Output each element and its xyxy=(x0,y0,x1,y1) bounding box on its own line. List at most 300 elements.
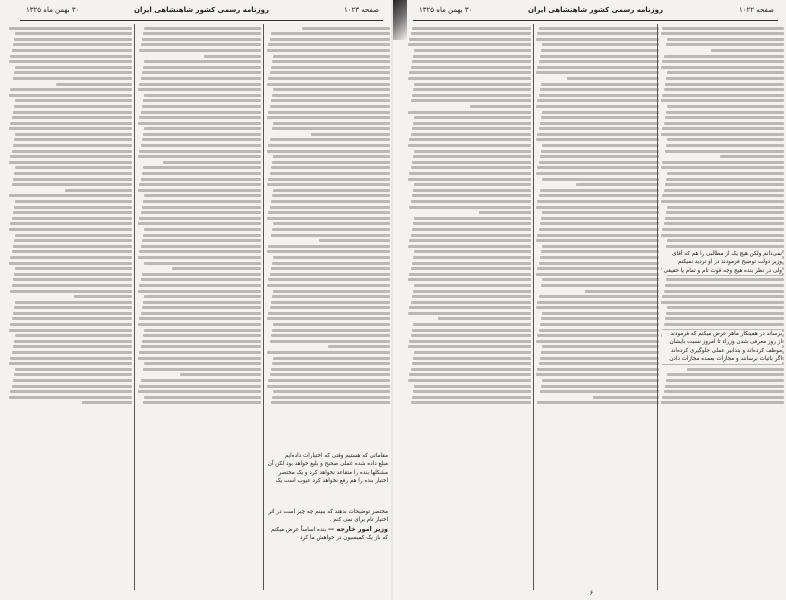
text-line-placeholder xyxy=(138,323,261,326)
text-line-placeholder xyxy=(311,133,390,136)
text-line: اختیار تام برای نمی کنم . xyxy=(329,517,388,524)
text-line-placeholder xyxy=(271,334,390,337)
text-line-placeholder xyxy=(267,150,390,153)
text-line-placeholder xyxy=(9,262,132,265)
text-line-placeholder xyxy=(536,239,659,242)
text-line-placeholder xyxy=(666,379,784,382)
text-line-placeholder xyxy=(268,379,390,382)
text-column xyxy=(8,24,132,590)
text-line-placeholder xyxy=(541,250,659,253)
text-line-placeholder xyxy=(141,245,261,248)
text-line-placeholder xyxy=(541,351,659,354)
text-line-placeholder xyxy=(666,43,784,46)
text-line-placeholder xyxy=(143,368,261,371)
text-line-placeholder xyxy=(268,77,390,80)
page-number: صفحه ۱۰۲۲ xyxy=(738,6,774,14)
text-line-placeholder xyxy=(267,284,390,287)
text-line-placeholder xyxy=(139,317,261,320)
text-line-placeholder xyxy=(541,317,659,320)
text-line-placeholder xyxy=(593,396,659,399)
text-line-placeholder xyxy=(15,166,132,169)
text-line-placeholder xyxy=(667,138,784,141)
text-line-placeholder xyxy=(273,323,390,326)
text-line-placeholder xyxy=(687,368,784,371)
article-paragraph xyxy=(662,330,782,364)
text-line-placeholder xyxy=(144,396,261,399)
text-line-placeholder xyxy=(539,60,659,63)
text-line-placeholder xyxy=(662,60,784,63)
text-line-placeholder xyxy=(141,77,261,80)
text-line-placeholder xyxy=(14,172,132,175)
text-line-placeholder xyxy=(270,306,390,309)
text-line-placeholder xyxy=(542,312,659,315)
text-line-placeholder xyxy=(142,306,261,309)
text-line-placeholder xyxy=(411,234,531,237)
text-line-placeholder xyxy=(141,43,261,46)
text-line-placeholder xyxy=(540,155,659,158)
text-line-placeholder xyxy=(661,166,784,169)
text-line-placeholder xyxy=(539,27,659,30)
text-line-placeholder xyxy=(9,161,132,164)
text-line-placeholder xyxy=(272,295,390,298)
text-line-placeholder xyxy=(542,278,659,281)
text-line: ولی در نظر بنده هیچ وجه قوت تام و تمام یا حقیقی xyxy=(663,267,782,274)
text-line-placeholder xyxy=(12,317,132,320)
text-line: مختصر توضیحات بدهند که ببینم چه چیز است در اثر xyxy=(268,509,388,515)
text-line-placeholder xyxy=(540,323,659,326)
text-line-placeholder xyxy=(15,234,132,237)
text-line-placeholder xyxy=(408,111,531,114)
text-line-placeholder xyxy=(413,357,531,360)
text-line-placeholder xyxy=(13,245,132,248)
column-divider xyxy=(134,24,135,590)
text-line-placeholder xyxy=(413,155,531,158)
text-line-placeholder xyxy=(82,401,132,404)
text-line-placeholder xyxy=(142,206,261,209)
text-line-placeholder xyxy=(143,66,261,69)
text-line-placeholder xyxy=(267,83,390,86)
text-line-placeholder xyxy=(13,379,132,382)
text-line-placeholder xyxy=(412,295,531,298)
text-line-placeholder xyxy=(661,234,784,237)
text-line-placeholder xyxy=(142,138,261,141)
text-line: بنده اساساً عرض میکنم xyxy=(270,526,327,533)
text-line-placeholder xyxy=(139,116,261,119)
text-line-placeholder xyxy=(411,32,531,35)
text-line: مقاماتی که هستیم وقتی که اختیارات داده‌ایم xyxy=(284,453,388,459)
text-line-placeholder xyxy=(408,245,531,248)
text-line-placeholder xyxy=(412,329,531,332)
text-line-placeholder xyxy=(273,88,390,91)
text-line-placeholder xyxy=(539,262,659,265)
text-line-placeholder xyxy=(576,183,659,186)
text-line-placeholder xyxy=(540,256,659,259)
text-line-placeholder xyxy=(138,88,261,91)
text-line-placeholder xyxy=(65,189,132,192)
text-line-placeholder xyxy=(13,111,132,114)
text-line-placeholder xyxy=(273,222,390,225)
text-line-placeholder xyxy=(141,211,261,214)
text-line-placeholder xyxy=(664,290,784,293)
text-line-placeholder xyxy=(536,306,659,309)
text-line-placeholder xyxy=(411,401,531,404)
text-line-placeholder xyxy=(667,373,784,376)
text-line-placeholder xyxy=(539,329,659,332)
text-line-placeholder xyxy=(411,66,531,69)
text-line-placeholder xyxy=(536,172,659,175)
text-line-placeholder xyxy=(539,228,659,231)
text-line-placeholder xyxy=(14,273,132,276)
text-line-placeholder xyxy=(666,312,784,315)
text-line-placeholder xyxy=(15,32,132,35)
text-line-placeholder xyxy=(667,105,784,108)
text-line-placeholder xyxy=(319,239,390,242)
text-line-placeholder xyxy=(665,317,784,320)
text-line-placeholder xyxy=(414,250,531,253)
text-line-placeholder xyxy=(664,189,784,192)
text-line-placeholder xyxy=(537,32,659,35)
text-line-placeholder xyxy=(408,77,531,80)
text-line-placeholder xyxy=(144,60,261,63)
text-line-placeholder xyxy=(540,189,659,192)
text-line-placeholder xyxy=(139,385,261,388)
text-line-placeholder xyxy=(271,267,390,270)
text-line-placeholder xyxy=(414,49,531,52)
text-line-placeholder xyxy=(141,178,261,181)
text-line-placeholder xyxy=(271,368,390,371)
text-line-placeholder xyxy=(665,217,784,220)
text-line-placeholder xyxy=(10,222,132,225)
text-line: اگر باتیات برسانند و مجازات بعمده مجازات دادن xyxy=(669,356,782,363)
text-line-placeholder xyxy=(270,273,390,276)
text-line-placeholder xyxy=(665,83,784,86)
text-line: نمی‌دانم ولکن هیچ یک از مطالبی را هم که آقای xyxy=(672,251,782,257)
text-line-placeholder xyxy=(542,345,659,348)
text-line-placeholder xyxy=(662,94,784,97)
text-line-placeholder xyxy=(411,368,531,371)
text-line-placeholder xyxy=(143,200,261,203)
text-line-placeholder xyxy=(411,267,531,270)
text-line-placeholder xyxy=(268,111,390,114)
text-line-placeholder xyxy=(541,385,659,388)
text-line-placeholder xyxy=(328,345,390,348)
text-line-placeholder xyxy=(409,38,531,41)
text-line-placeholder xyxy=(12,116,132,119)
text-line-placeholder xyxy=(408,379,531,382)
text-line-placeholder xyxy=(267,217,390,220)
text-line-placeholder xyxy=(662,27,784,30)
text-line-placeholder xyxy=(144,27,261,30)
text-line-placeholder xyxy=(409,138,531,141)
text-column xyxy=(407,24,531,590)
article-paragraph xyxy=(268,508,388,543)
text-line-placeholder xyxy=(537,267,659,270)
speaker-line xyxy=(268,525,388,534)
text-line-placeholder xyxy=(542,111,659,114)
text-line-placeholder xyxy=(664,55,784,58)
text-line-placeholder xyxy=(272,362,390,365)
text-line-placeholder xyxy=(13,144,132,147)
text-line-placeholder xyxy=(567,77,659,80)
text-line-placeholder xyxy=(537,401,659,404)
text-line-placeholder xyxy=(662,228,784,231)
left-page xyxy=(0,0,391,600)
text-line: از روز معرفی شدن وزراء تا امروز نسبت بایشان xyxy=(669,339,782,346)
text-line-placeholder xyxy=(268,178,390,181)
text-line-placeholder xyxy=(270,71,390,74)
text-line-placeholder xyxy=(272,228,390,231)
text-line-placeholder xyxy=(272,194,390,197)
text-line-placeholder xyxy=(662,396,784,399)
text-line-placeholder xyxy=(272,60,390,63)
text-line-placeholder xyxy=(141,312,261,315)
text-line-placeholder xyxy=(9,27,132,30)
text-line-placeholder xyxy=(539,362,659,365)
text-line-placeholder xyxy=(270,206,390,209)
text-line-placeholder xyxy=(665,183,784,186)
text-line-placeholder xyxy=(666,278,784,281)
text-line-placeholder xyxy=(10,55,132,58)
text-line-placeholder xyxy=(273,155,390,158)
text-line-placeholder xyxy=(409,239,531,242)
text-line-placeholder xyxy=(665,284,784,287)
text-line-placeholder xyxy=(537,234,659,237)
text-line-placeholder xyxy=(267,351,390,354)
page-number: صفحه ۱۰۲۳ xyxy=(343,6,379,14)
text-line-placeholder xyxy=(204,55,261,58)
text-line-placeholder xyxy=(412,362,531,365)
text-line-placeholder xyxy=(14,206,132,209)
text-line-placeholder xyxy=(536,340,659,343)
text-line-placeholder xyxy=(302,27,390,30)
text-line-placeholder xyxy=(273,390,390,393)
text-line-placeholder xyxy=(665,150,784,153)
text-line-placeholder xyxy=(15,66,132,69)
text-line-placeholder xyxy=(413,222,531,225)
text-line-placeholder xyxy=(14,71,132,74)
text-line-placeholder xyxy=(667,206,784,209)
text-line-placeholder xyxy=(12,217,132,220)
text-line-placeholder xyxy=(539,161,659,164)
text-line: مشکلها بنده را متقاعد نخواهد کرد و یک مختصر xyxy=(278,469,388,476)
text-line-placeholder xyxy=(664,88,784,91)
text-line: که باز یک کمیسیون در خواهش ما کرد xyxy=(299,535,388,542)
text-line-placeholder xyxy=(138,189,261,192)
text-line-placeholder xyxy=(409,273,531,276)
text-line-placeholder xyxy=(661,200,784,203)
text-line-placeholder xyxy=(666,245,784,248)
text-line-placeholder xyxy=(271,234,390,237)
text-line-placeholder xyxy=(413,323,531,326)
text-line-placeholder xyxy=(470,105,531,108)
right-page xyxy=(393,0,786,600)
text-line-placeholder xyxy=(667,306,784,309)
text-line-placeholder xyxy=(144,228,261,231)
text-line-placeholder xyxy=(272,161,390,164)
text-line-placeholder xyxy=(172,267,261,270)
text-line-placeholder xyxy=(536,206,659,209)
text-line-placeholder xyxy=(409,71,531,74)
text-line-placeholder xyxy=(273,256,390,259)
text-line-placeholder xyxy=(536,71,659,74)
text-line-placeholder xyxy=(271,401,390,404)
text-line-placeholder xyxy=(537,334,659,337)
text-line-placeholder xyxy=(138,357,261,360)
text-line-placeholder xyxy=(268,312,390,315)
text-line-placeholder xyxy=(138,290,261,293)
text-line-placeholder xyxy=(268,211,390,214)
text-line-placeholder xyxy=(540,390,659,393)
text-line-placeholder xyxy=(412,396,531,399)
text-line-placeholder xyxy=(12,385,132,388)
text-line-placeholder xyxy=(139,351,261,354)
text-line-placeholder xyxy=(141,345,261,348)
text-line-placeholder xyxy=(411,301,531,304)
text-line-placeholder xyxy=(413,88,531,91)
text-line-placeholder xyxy=(408,345,531,348)
text-line-placeholder xyxy=(273,357,390,360)
text-line-placeholder xyxy=(413,390,531,393)
column-divider xyxy=(533,24,534,590)
text-line-placeholder xyxy=(9,396,132,399)
text-line-placeholder xyxy=(409,172,531,175)
text-line-placeholder xyxy=(138,122,261,125)
text-line-placeholder xyxy=(536,105,659,108)
text-line-placeholder xyxy=(273,55,390,58)
text-line-placeholder xyxy=(414,83,531,86)
text-line-placeholder xyxy=(267,385,390,388)
text-line-placeholder xyxy=(143,133,261,136)
text-line-placeholder xyxy=(411,99,531,102)
text-line-placeholder xyxy=(411,334,531,337)
text-line-placeholder xyxy=(142,340,261,343)
text-line-placeholder xyxy=(10,256,132,259)
text-line-placeholder xyxy=(537,133,659,136)
text-line-placeholder xyxy=(14,105,132,108)
text-line-placeholder xyxy=(273,189,390,192)
text-column xyxy=(266,24,390,590)
text-line-placeholder xyxy=(539,127,659,130)
text-line-placeholder xyxy=(272,396,390,399)
text-line-placeholder xyxy=(667,172,784,175)
text-line-placeholder xyxy=(141,278,261,281)
text-line-placeholder xyxy=(662,295,784,298)
text-line-placeholder xyxy=(537,99,659,102)
text-line-placeholder xyxy=(270,373,390,376)
text-line-placeholder xyxy=(542,379,659,382)
text-line-placeholder xyxy=(143,99,261,102)
text-line-placeholder xyxy=(14,340,132,343)
text-line-placeholder xyxy=(413,290,531,293)
text-line-placeholder xyxy=(536,373,659,376)
text-line-placeholder xyxy=(139,217,261,220)
text-line-placeholder xyxy=(267,317,390,320)
text-line-placeholder xyxy=(409,206,531,209)
text-line-placeholder xyxy=(536,138,659,141)
text-line-placeholder xyxy=(411,200,531,203)
text-line-placeholder xyxy=(12,250,132,253)
text-line-placeholder xyxy=(661,133,784,136)
text-line-placeholder xyxy=(14,239,132,242)
text-line-placeholder xyxy=(268,278,390,281)
text-line-placeholder xyxy=(144,295,261,298)
text-line-placeholder xyxy=(540,88,659,91)
text-line-placeholder xyxy=(539,295,659,298)
text-line-placeholder xyxy=(144,362,261,365)
text-line-placeholder xyxy=(12,351,132,354)
article-paragraph xyxy=(268,452,388,486)
text-line-placeholder xyxy=(541,83,659,86)
issue-date: ۳۰ بهمن ماه ۱۳۲۵ xyxy=(419,6,473,14)
text-line-placeholder xyxy=(412,161,531,164)
text-line-placeholder xyxy=(666,211,784,214)
text-line-placeholder xyxy=(438,317,531,320)
text-line-placeholder xyxy=(664,323,784,326)
text-line-placeholder xyxy=(408,43,531,46)
text-line-placeholder xyxy=(272,329,390,332)
text-line-placeholder xyxy=(12,150,132,153)
text-line-placeholder xyxy=(138,256,261,259)
text-line-placeholder xyxy=(14,306,132,309)
text-line-placeholder xyxy=(163,161,261,164)
text-line-placeholder xyxy=(664,122,784,125)
text-line-placeholder xyxy=(74,295,132,298)
text-line-placeholder xyxy=(413,189,531,192)
text-line-placeholder xyxy=(662,194,784,197)
text-line-placeholder xyxy=(270,105,390,108)
text-column xyxy=(660,24,784,590)
text-line-placeholder xyxy=(667,239,784,242)
text-line-placeholder xyxy=(10,155,132,158)
text-line-placeholder xyxy=(413,256,531,259)
text-line: اختیار بنده را هم رفع نخواهد کرد عیوب است یک xyxy=(275,478,388,485)
text-line-placeholder xyxy=(9,127,132,130)
text-line-placeholder xyxy=(665,385,784,388)
text-line-placeholder xyxy=(9,228,132,231)
text-line-placeholder xyxy=(141,379,261,382)
text-line-placeholder xyxy=(267,116,390,119)
text-column xyxy=(137,24,261,590)
text-line-placeholder xyxy=(541,150,659,153)
text-line-placeholder xyxy=(267,183,390,186)
text-line-placeholder xyxy=(10,357,132,360)
text-line-placeholder xyxy=(268,245,390,248)
text-line-placeholder xyxy=(143,301,261,304)
text-line-placeholder xyxy=(141,111,261,114)
text-line-placeholder xyxy=(540,357,659,360)
text-line-placeholder xyxy=(412,127,531,130)
text-line-placeholder xyxy=(180,373,261,376)
text-line-placeholder xyxy=(536,38,659,41)
text-line-placeholder xyxy=(413,55,531,58)
text-line-placeholder xyxy=(12,49,132,52)
text-line-placeholder xyxy=(411,133,531,136)
text-line-placeholder xyxy=(412,228,531,231)
text-line-placeholder xyxy=(536,273,659,276)
text-line-placeholder xyxy=(662,161,784,164)
text-line-placeholder xyxy=(541,49,659,52)
text-line-placeholder xyxy=(408,278,531,281)
newspaper-title: روزنامه رسمی کشور شاهنشاهی ایران xyxy=(134,6,269,14)
text-line-placeholder xyxy=(414,116,531,119)
text-line-placeholder xyxy=(9,329,132,332)
text-line-placeholder xyxy=(661,301,784,304)
text-line-placeholder xyxy=(15,200,132,203)
text-line-placeholder xyxy=(139,150,261,153)
text-line-placeholder xyxy=(537,368,659,371)
text-line-placeholder xyxy=(666,144,784,147)
text-line-placeholder xyxy=(13,345,132,348)
